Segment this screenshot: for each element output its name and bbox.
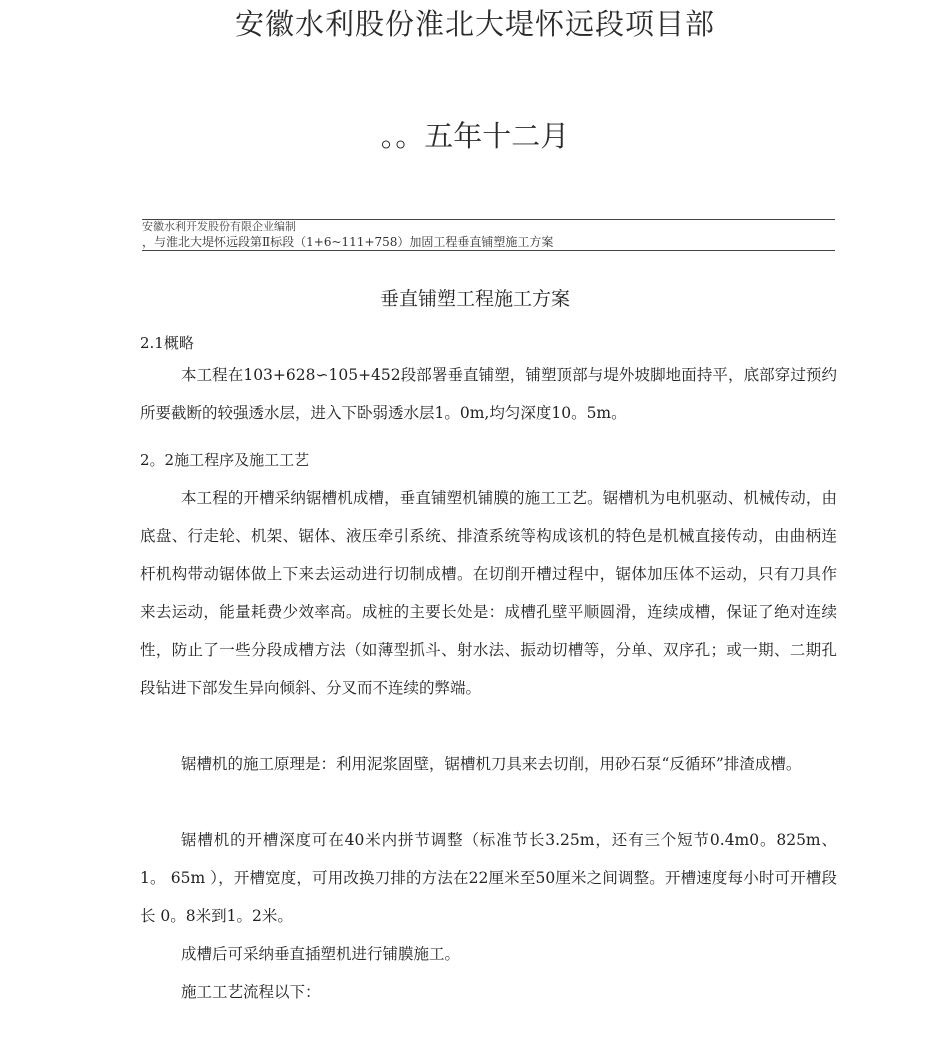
document-title: 垂直铺塑工程施工方案 [379,288,570,310]
paragraph-membrane: 成槽后可采纳垂直插塑机进行铺膜施工。 [181,945,461,963]
header-line-1: 安徽水利开发股份有限企业编制 [142,220,296,233]
paragraph-depth: 锯槽机的开槽深度可在40米内拼节调整（标准节长3.25m，还有三个短节0.4m0。825m、 1。 65m ），开槽宽度，可用改换刀排的方法在22厘米至50厘米之间调整。开槽速度每小时可开槽段长 0。8米到1。2米。 [140,831,837,925]
date-line: 。。五年十二月 [380,119,570,153]
paragraph-saw-trench: 本工程的开槽采纳锯槽机成槽，垂直铺塑机铺膜的施工工艺。锯槽机为电机驱动、机械传动，由底盘、行走轮、机架、锯体、液压牵引系统、排渣系统等构成该机的特色是机械直接传动，由曲柄连杆机构带动锯体做上下来去运动进行切制成槽。在切削开槽过程中，锯体加压体不运动，只有刀具作来去运动，能量耗费少效率高。成桩的主要长处是：成槽孔壁平顺圆滑，连续成槽，保证了绝对连续性，防止了一些分段成槽方法（如薄型抓斗、射水法、振动切槽等，分单、双序孔；或一期、二期孔段钻进下部发生异向倾斜、分叉而不连续的弊端。 [140,489,837,697]
header-line-2: ，与淮北大堤怀远段第Ⅱ标段（1+6~111+758）加固工程垂直铺塑施工方案 [142,235,554,249]
paragraph-principle: 锯槽机的施工原理是：利用泥浆固壁，锯槽机刀具来去切削，用砂石泵“反循环”排渣成槽。 [181,755,802,773]
organization-title: 安徽水利股份淮北大堤怀远段项目部 [234,7,715,41]
header-rule-bottom [142,250,835,251]
section-heading-overview: 2.1概略 [140,334,194,352]
paragraph-flow: 施工工艺流程以下： [181,983,321,1001]
paragraph-overview: 本工程在103+628∽105+452段部署垂直铺塑，铺塑顶部与堤外坡脚地面持平，底部穿过预约所要截断的较强透水层，进入下卧弱透水层1。0m,均匀深度10。5m。 [140,366,837,422]
section-heading-procedure: 2。2施工程序及施工工艺 [140,451,310,469]
